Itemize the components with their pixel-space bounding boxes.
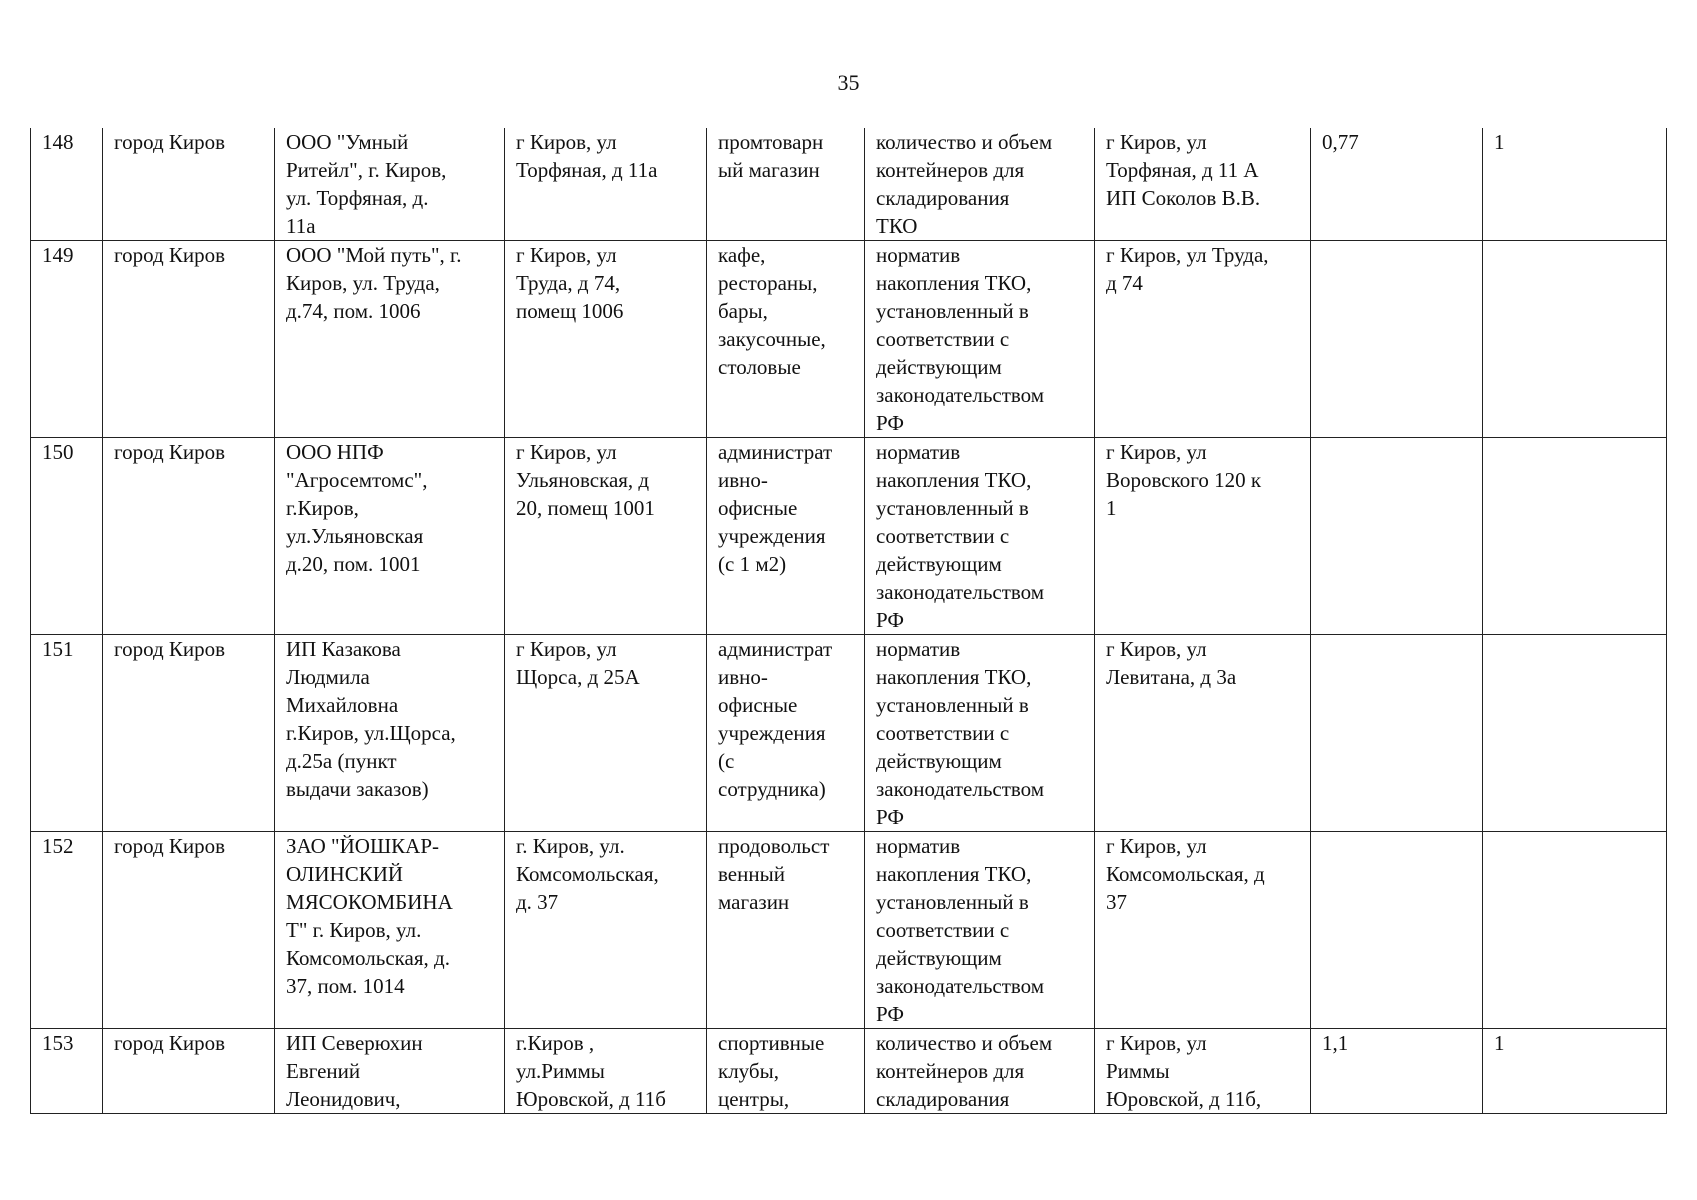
cell-container-site-line: д 74 (1106, 271, 1143, 295)
cell-owner-line: Людмила (286, 665, 370, 689)
cell-accumulation-method-line: законодательством (876, 974, 1045, 998)
cell-accumulation-method-line: количество и объем (876, 1031, 1053, 1055)
cell-owner-line: д.74, пом. 1006 (286, 299, 421, 323)
cell-object-type-line: венный (718, 862, 785, 886)
cell-owner (275, 241, 505, 438)
cell-object-type-line: продовольст (718, 834, 830, 858)
cell-object-type-line: промтоварн (718, 130, 824, 154)
cell-address-line: г Киров, ул (516, 130, 617, 154)
cell-container-site (1095, 832, 1311, 1029)
cell-address-line: помещ 1006 (516, 299, 624, 323)
cell-accumulation-method-line: РФ (876, 411, 904, 435)
cell-accumulation-method (865, 1029, 1095, 1114)
cell-accumulation-method-line: ТКО (876, 214, 918, 238)
table-row (31, 832, 1667, 1029)
cell-container-site-line: Левитана, д 3а (1106, 665, 1237, 689)
table-row (31, 438, 1667, 635)
cell-accumulation-method-line: РФ (876, 805, 904, 829)
cell-address-line: Юровской, д 11б (516, 1087, 666, 1111)
cell-accumulation-method-line: установленный в (876, 890, 1029, 914)
cell-accumulation-method-line: накопления ТКО, (876, 468, 1032, 492)
cell-owner-line: ООО "Умный (286, 130, 409, 154)
table-row (31, 1029, 1667, 1114)
cell-container-volume: 1,1 (1311, 1029, 1483, 1114)
cell-container-site-line: г Киров, ул (1106, 637, 1207, 661)
cell-container-site-line: Юровской, д 11б, (1106, 1087, 1262, 1111)
waste-sites-table (30, 128, 1667, 1114)
cell-container-site-line: Риммы (1106, 1059, 1170, 1083)
cell-address (505, 241, 707, 438)
cell-owner-line: д.25а (пункт (286, 749, 397, 773)
cell-owner-line: ООО "Мой путь", г. (286, 243, 462, 267)
cell-address-line: г.Киров , (516, 1031, 595, 1055)
table-row (31, 128, 1667, 241)
cell-accumulation-method-line: количество и объем (876, 130, 1053, 154)
cell-number: 149 (31, 241, 103, 438)
cell-accumulation-method-line: норматив (876, 440, 961, 464)
cell-container-site-line: г Киров, ул (1106, 130, 1207, 154)
cell-container-volume: 0,77 (1311, 128, 1483, 241)
cell-number: 153 (31, 1029, 103, 1114)
cell-accumulation-method-line: законодательством (876, 383, 1045, 407)
cell-object-type-line: кафе, (718, 243, 766, 267)
cell-accumulation-method-line: соответствии с (876, 524, 1010, 548)
cell-owner-line: Т" г. Киров, ул. (286, 918, 422, 942)
cell-container-volume (1311, 832, 1483, 1029)
cell-address-line: г Киров, ул (516, 243, 617, 267)
cell-accumulation-method-line: контейнеров для (876, 1059, 1025, 1083)
cell-accumulation-method-line: контейнеров для (876, 158, 1025, 182)
cell-locality: город Киров (103, 438, 275, 635)
cell-owner-line: ОЛИНСКИЙ (286, 862, 404, 886)
cell-accumulation-method-line: действующим (876, 355, 1002, 379)
cell-address-line: 20, помещ 1001 (516, 496, 655, 520)
cell-accumulation-method (865, 832, 1095, 1029)
cell-container-count: 1 (1483, 1029, 1667, 1114)
page-number: 35 (837, 70, 860, 95)
cell-container-site-line: г Киров, ул Труда, (1106, 243, 1269, 267)
cell-owner-line: г.Киров, (286, 496, 359, 520)
cell-number: 152 (31, 832, 103, 1029)
cell-accumulation-method-line: норматив (876, 834, 961, 858)
cell-owner-line: ЗАО "ЙОШКАР- (286, 834, 439, 858)
cell-owner-line: д.20, пом. 1001 (286, 552, 421, 576)
cell-accumulation-method-line: норматив (876, 637, 961, 661)
cell-address (505, 1029, 707, 1114)
cell-container-site-line: г Киров, ул (1106, 1031, 1207, 1055)
cell-number: 150 (31, 438, 103, 635)
cell-container-volume (1311, 635, 1483, 832)
cell-accumulation-method-line: накопления ТКО, (876, 271, 1032, 295)
cell-object-type-line: администрат (718, 637, 833, 661)
cell-container-site-line: 1 (1106, 496, 1117, 520)
table-row (31, 241, 1667, 438)
cell-address-line: д. 37 (516, 890, 559, 914)
cell-container-volume (1311, 241, 1483, 438)
cell-accumulation-method-line: накопления ТКО, (876, 665, 1032, 689)
cell-locality: город Киров (103, 128, 275, 241)
cell-object-type (707, 241, 865, 438)
cell-owner-line: Киров, ул. Труда, (286, 271, 440, 295)
cell-object-type-line: ый магазин (718, 158, 820, 182)
cell-accumulation-method (865, 635, 1095, 832)
cell-object-type (707, 832, 865, 1029)
cell-owner-line: 37, пом. 1014 (286, 974, 405, 998)
cell-owner-line: ООО НПФ (286, 440, 384, 464)
cell-object-type-line: (с 1 м2) (718, 552, 787, 576)
cell-container-site (1095, 241, 1311, 438)
cell-accumulation-method (865, 128, 1095, 241)
cell-accumulation-method-line: складирования (876, 1087, 1010, 1111)
cell-address (505, 635, 707, 832)
cell-container-site-line: 37 (1106, 890, 1127, 914)
cell-accumulation-method-line: РФ (876, 1002, 904, 1026)
cell-object-type-line: столовые (718, 355, 801, 379)
cell-owner-line: 11а (286, 214, 316, 238)
cell-object-type (707, 128, 865, 241)
cell-container-site-line: г Киров, ул (1106, 834, 1207, 858)
cell-owner (275, 635, 505, 832)
table-row (31, 635, 1667, 832)
cell-accumulation-method-line: норматив (876, 243, 961, 267)
cell-object-type (707, 635, 865, 832)
cell-address (505, 128, 707, 241)
cell-object-type-line: (с (718, 749, 735, 773)
cell-container-site-line: г Киров, ул (1106, 440, 1207, 464)
cell-object-type-line: закусочные, (718, 327, 826, 351)
cell-container-site-line: ИП Соколов В.В. (1106, 186, 1261, 210)
cell-accumulation-method-line: действующим (876, 749, 1002, 773)
cell-address-line: Труда, д 74, (516, 271, 621, 295)
cell-accumulation-method-line: складирования (876, 186, 1010, 210)
cell-accumulation-method-line: установленный в (876, 693, 1029, 717)
cell-accumulation-method (865, 241, 1095, 438)
cell-owner-line: выдачи заказов) (286, 777, 429, 801)
cell-container-count (1483, 438, 1667, 635)
cell-accumulation-method-line: соответствии с (876, 721, 1010, 745)
cell-object-type-line: центры, (718, 1087, 790, 1111)
cell-container-site (1095, 1029, 1311, 1114)
cell-object-type (707, 438, 865, 635)
cell-accumulation-method-line: соответствии с (876, 327, 1010, 351)
cell-accumulation-method-line: законодательством (876, 777, 1045, 801)
cell-owner (275, 832, 505, 1029)
cell-object-type-line: спортивные (718, 1031, 825, 1055)
cell-owner-line: МЯСОКОМБИНА (286, 890, 453, 914)
cell-owner-line: Леонидович, (286, 1087, 401, 1111)
cell-owner-line: Евгений (286, 1059, 361, 1083)
cell-locality: город Киров (103, 832, 275, 1029)
cell-object-type-line: бары, (718, 299, 768, 323)
cell-accumulation-method-line: действующим (876, 946, 1002, 970)
cell-owner-line: ул. Торфяная, д. (286, 186, 429, 210)
cell-container-count (1483, 635, 1667, 832)
cell-owner-line: Комсомольская, д. (286, 946, 450, 970)
cell-accumulation-method-line: соответствии с (876, 918, 1010, 942)
cell-object-type-line: офисные (718, 496, 798, 520)
cell-object-type-line: магазин (718, 890, 790, 914)
cell-container-count (1483, 832, 1667, 1029)
cell-address-line: Щорса, д 25А (516, 665, 640, 689)
cell-address-line: г Киров, ул (516, 440, 617, 464)
cell-owner (275, 1029, 505, 1114)
cell-accumulation-method (865, 438, 1095, 635)
cell-container-site (1095, 635, 1311, 832)
cell-address (505, 832, 707, 1029)
cell-accumulation-method-line: накопления ТКО, (876, 862, 1032, 886)
cell-owner-line: ИП Северюхин (286, 1031, 423, 1055)
cell-object-type-line: офисные (718, 693, 798, 717)
cell-locality: город Киров (103, 635, 275, 832)
cell-object-type (707, 1029, 865, 1114)
cell-accumulation-method-line: РФ (876, 608, 904, 632)
cell-owner-line: Михайловна (286, 693, 399, 717)
cell-container-site-line: Комсомольская, д (1106, 862, 1265, 886)
cell-object-type-line: клубы, (718, 1059, 779, 1083)
cell-object-type-line: учреждения (718, 721, 826, 745)
cell-object-type-line: ивно- (718, 468, 768, 492)
cell-address-line: Комсомольская, (516, 862, 659, 886)
cell-container-count (1483, 241, 1667, 438)
cell-owner-line: г.Киров, ул.Щорса, (286, 721, 456, 745)
cell-accumulation-method-line: установленный в (876, 496, 1029, 520)
cell-address-line: Торфяная, д 11а (516, 158, 658, 182)
cell-owner (275, 128, 505, 241)
cell-address (505, 438, 707, 635)
cell-container-volume (1311, 438, 1483, 635)
cell-container-site (1095, 438, 1311, 635)
cell-address-line: ул.Риммы (516, 1059, 605, 1083)
cell-owner-line: "Агросемтомс", (286, 468, 428, 492)
cell-address-line: г. Киров, ул. (516, 834, 625, 858)
cell-object-type-line: администрат (718, 440, 833, 464)
cell-locality: город Киров (103, 1029, 275, 1114)
cell-owner-line: Ритейл", г. Киров, (286, 158, 447, 182)
cell-number: 151 (31, 635, 103, 832)
cell-owner (275, 438, 505, 635)
cell-object-type-line: рестораны, (718, 271, 818, 295)
cell-address-line: г Киров, ул (516, 637, 617, 661)
cell-address-line: Ульяновская, д (516, 468, 650, 492)
cell-owner-line: ИП Казакова (286, 637, 401, 661)
cell-number: 148 (31, 128, 103, 241)
cell-accumulation-method-line: действующим (876, 552, 1002, 576)
cell-container-count: 1 (1483, 128, 1667, 241)
cell-owner-line: ул.Ульяновская (286, 524, 424, 548)
cell-accumulation-method-line: законодательством (876, 580, 1045, 604)
cell-container-site-line: Торфяная, д 11 А (1106, 158, 1259, 182)
cell-locality: город Киров (103, 241, 275, 438)
cell-object-type-line: сотрудника) (718, 777, 826, 801)
cell-object-type-line: учреждения (718, 524, 826, 548)
cell-object-type-line: ивно- (718, 665, 768, 689)
cell-container-site (1095, 128, 1311, 241)
cell-accumulation-method-line: установленный в (876, 299, 1029, 323)
cell-container-site-line: Воровского 120 к (1106, 468, 1262, 492)
